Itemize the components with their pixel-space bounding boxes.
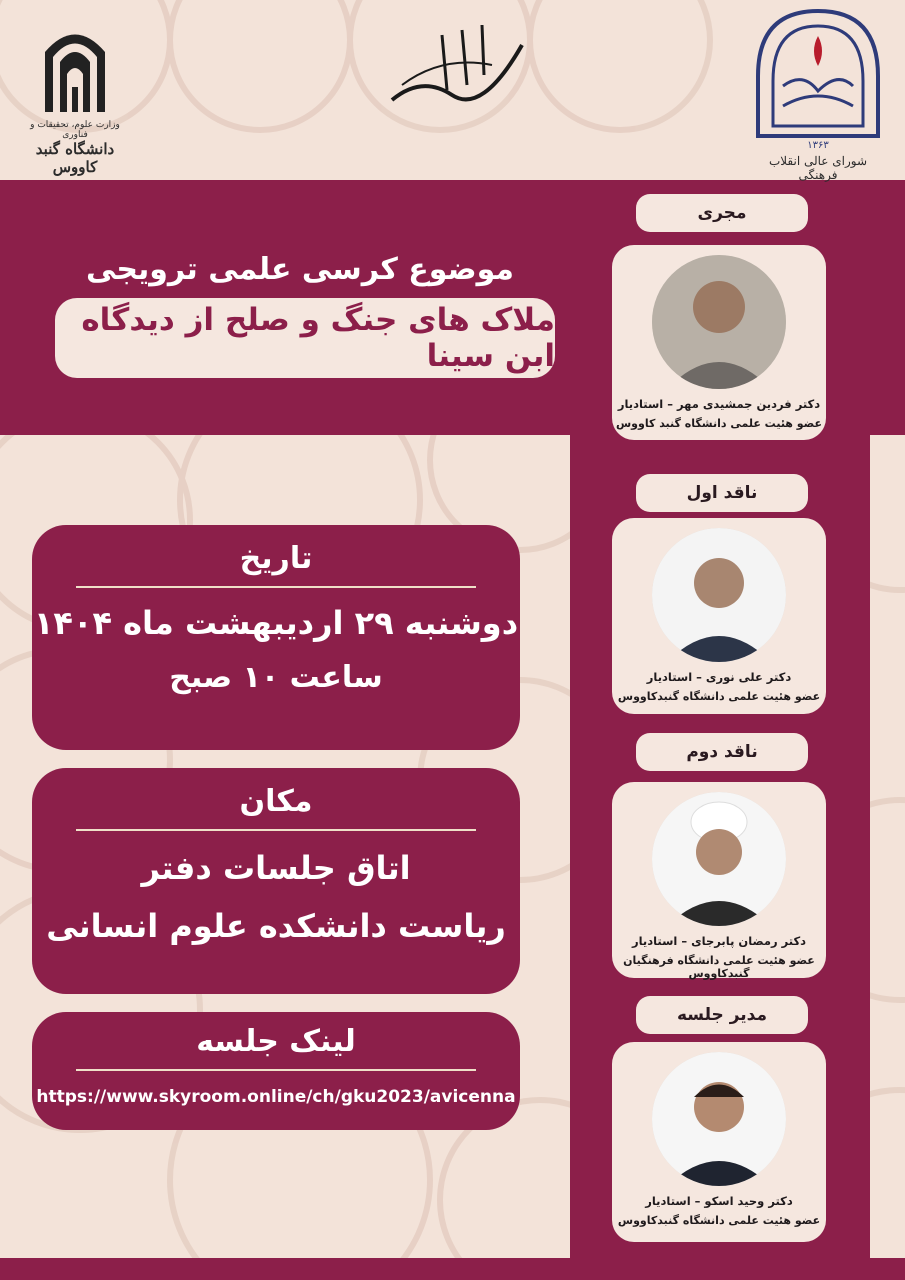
link-heading: لینک جلسه bbox=[196, 1024, 356, 1059]
person-name: دکتر فردین جمشیدی مهر – استادیار bbox=[617, 397, 821, 411]
bismillah-calligraphy bbox=[382, 15, 532, 115]
avatar bbox=[652, 792, 786, 926]
role-critic-1: ناقد اول bbox=[636, 474, 808, 512]
avatar bbox=[652, 1052, 786, 1186]
person-affiliation: عضو هئیت علمی دانشگاه فرهنگیان گنبدکاووس bbox=[623, 954, 815, 980]
ministry-caption: وزارت علوم، تحقیقات و فناوری bbox=[30, 120, 120, 140]
person-card-critic-2 bbox=[612, 782, 826, 978]
date-box bbox=[32, 525, 520, 750]
university-caption: دانشگاه گنبد کاووس bbox=[35, 140, 115, 176]
person-affiliation: عضو هئیت علمی دانشگاه گنبدکاووس bbox=[617, 1214, 821, 1227]
link-box bbox=[32, 1012, 520, 1130]
place-box bbox=[32, 768, 520, 994]
calligraphy-icon bbox=[382, 15, 532, 115]
role-critic-2: ناقد دوم bbox=[636, 733, 808, 771]
person-photo-icon bbox=[652, 792, 786, 926]
person-affiliation: عضو هئیت علمی دانشگاه گنبدکاووس bbox=[617, 690, 821, 703]
council-logo bbox=[748, 6, 888, 182]
person-photo-icon bbox=[652, 255, 786, 389]
session-link[interactable]: https://www.skyroom.online/ch/gku2023/avicenna bbox=[36, 1087, 516, 1107]
avatar bbox=[652, 255, 786, 389]
place-heading: مکان bbox=[239, 784, 313, 819]
place-line1: اتاق جلسات دفتر bbox=[141, 849, 411, 887]
title-subject: موضوع کرسی علمی ترویجی bbox=[86, 252, 514, 287]
council-emblem-icon bbox=[748, 6, 888, 141]
bottom-bar bbox=[0, 1258, 905, 1280]
person-name: دکتر رمضان پابرجای – استادیار bbox=[631, 934, 807, 948]
avatar bbox=[652, 528, 786, 662]
person-name: دکتر وحید اسکو – استادیار bbox=[645, 1194, 793, 1208]
person-card-critic-1 bbox=[612, 518, 826, 714]
role-host: مجری bbox=[636, 194, 808, 232]
title-pill bbox=[55, 298, 555, 378]
person-affiliation: عضو هئیت علمی دانشگاه گنبد کاووس bbox=[615, 417, 823, 430]
date-heading: تاریخ bbox=[239, 541, 313, 576]
time-text: ساعت ۱۰ صبح bbox=[169, 660, 383, 695]
council-caption: شورای عالی انقلاب فرهنگی bbox=[768, 154, 868, 182]
person-photo-icon bbox=[652, 528, 786, 662]
person-card-host bbox=[612, 245, 826, 440]
university-logo bbox=[20, 12, 130, 174]
place-line2: ریاست دانشکده علوم انسانی bbox=[46, 907, 506, 945]
person-photo-icon bbox=[652, 1052, 786, 1186]
role-moderator: مدیر جلسه bbox=[636, 996, 808, 1034]
university-emblem-icon bbox=[20, 12, 130, 117]
council-year: ۱۳۶۳ bbox=[807, 140, 829, 151]
date-text: دوشنبه ۲۹ اردیبهشت ماه ۱۴۰۴ bbox=[33, 604, 519, 642]
date-divider bbox=[76, 586, 476, 588]
place-divider bbox=[76, 829, 476, 831]
person-card-moderator bbox=[612, 1042, 826, 1242]
person-name: دکتر علی نوری – استادیار bbox=[646, 670, 792, 684]
title-topic: ملاک های جنگ و صلح از دیدگاه ابن سینا bbox=[81, 302, 555, 374]
link-divider bbox=[76, 1069, 476, 1071]
